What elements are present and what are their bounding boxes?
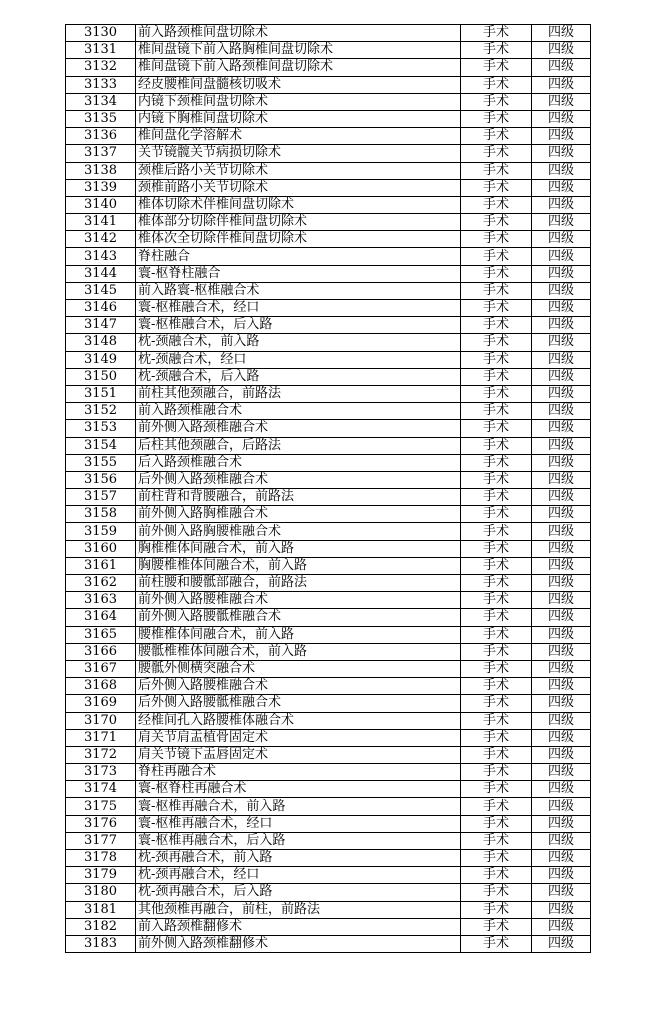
row-number: 3180 xyxy=(66,884,136,901)
table-row xyxy=(66,437,591,454)
table-row xyxy=(66,385,591,402)
procedure-level: 四级 xyxy=(532,626,591,643)
procedure-name: 内镜下颈椎间盘切除术 xyxy=(136,93,461,110)
table-row xyxy=(66,59,591,76)
procedure-level: 四级 xyxy=(532,678,591,695)
row-number: 3171 xyxy=(66,729,136,746)
procedure-level: 四级 xyxy=(532,454,591,471)
table-row xyxy=(66,454,591,471)
table-row xyxy=(66,575,591,592)
table-row xyxy=(66,746,591,763)
procedure-name: 椎间盘镜下前入路胸椎间盘切除术 xyxy=(136,42,461,59)
procedure-name: 椎体部分切除伴椎间盘切除术 xyxy=(136,214,461,231)
table-row xyxy=(66,93,591,110)
procedure-level: 四级 xyxy=(532,162,591,179)
row-number: 3167 xyxy=(66,660,136,677)
table-row xyxy=(66,76,591,93)
row-number: 3169 xyxy=(66,695,136,712)
procedure-type: 手术 xyxy=(461,678,532,695)
table-row xyxy=(66,145,591,162)
table-row xyxy=(66,832,591,849)
table-row xyxy=(66,695,591,712)
procedure-level: 四级 xyxy=(532,420,591,437)
row-number: 3140 xyxy=(66,196,136,213)
table-row xyxy=(66,540,591,557)
procedure-name: 寰-枢椎再融合术，后入路 xyxy=(136,832,461,849)
procedure-level: 四级 xyxy=(532,437,591,454)
procedure-level: 四级 xyxy=(532,523,591,540)
row-number: 3179 xyxy=(66,867,136,884)
row-number: 3151 xyxy=(66,385,136,402)
procedure-name: 椎体次全切除伴椎间盘切除术 xyxy=(136,231,461,248)
procedure-level: 四级 xyxy=(532,884,591,901)
procedure-type: 手术 xyxy=(461,798,532,815)
procedure-level: 四级 xyxy=(532,764,591,781)
procedure-name: 前入路颈椎翻修术 xyxy=(136,918,461,935)
procedure-type: 手术 xyxy=(461,265,532,282)
row-number: 3152 xyxy=(66,403,136,420)
procedure-level: 四级 xyxy=(532,59,591,76)
row-number: 3183 xyxy=(66,935,136,952)
procedure-level: 四级 xyxy=(532,334,591,351)
procedure-level: 四级 xyxy=(532,76,591,93)
procedure-type: 手术 xyxy=(461,729,532,746)
row-number: 3145 xyxy=(66,282,136,299)
procedure-type: 手术 xyxy=(461,214,532,231)
table-row xyxy=(66,128,591,145)
procedure-type: 手术 xyxy=(461,557,532,574)
row-number: 3132 xyxy=(66,59,136,76)
table-row xyxy=(66,420,591,437)
procedure-type: 手术 xyxy=(461,282,532,299)
procedure-type: 手术 xyxy=(461,248,532,265)
procedure-name: 前入路颈椎间盘切除术 xyxy=(136,25,461,42)
procedure-level: 四级 xyxy=(532,231,591,248)
row-number: 3136 xyxy=(66,128,136,145)
procedure-type: 手术 xyxy=(461,575,532,592)
table-row xyxy=(66,248,591,265)
row-number: 3156 xyxy=(66,471,136,488)
procedure-name: 前外侧入路腰骶椎融合术 xyxy=(136,609,461,626)
procedure-type: 手术 xyxy=(461,523,532,540)
procedure-level: 四级 xyxy=(532,128,591,145)
procedure-type: 手术 xyxy=(461,128,532,145)
procedure-name: 脊柱融合 xyxy=(136,248,461,265)
table-row xyxy=(66,609,591,626)
row-number: 3133 xyxy=(66,76,136,93)
row-number: 3166 xyxy=(66,643,136,660)
table-row xyxy=(66,712,591,729)
procedure-name: 枕-颈融合术，后入路 xyxy=(136,368,461,385)
row-number: 3146 xyxy=(66,300,136,317)
procedure-level: 四级 xyxy=(532,935,591,952)
procedure-level: 四级 xyxy=(532,368,591,385)
procedure-name: 脊柱再融合术 xyxy=(136,764,461,781)
table-row xyxy=(66,214,591,231)
procedure-type: 手术 xyxy=(461,712,532,729)
table-row xyxy=(66,850,591,867)
procedure-level: 四级 xyxy=(532,729,591,746)
procedure-level: 四级 xyxy=(532,746,591,763)
row-number: 3155 xyxy=(66,454,136,471)
procedure-name: 寰-枢脊柱再融合术 xyxy=(136,781,461,798)
procedure-level: 四级 xyxy=(532,901,591,918)
procedure-level: 四级 xyxy=(532,265,591,282)
procedure-type: 手术 xyxy=(461,884,532,901)
procedure-type: 手术 xyxy=(461,626,532,643)
procedure-level: 四级 xyxy=(532,196,591,213)
procedure-type: 手术 xyxy=(461,643,532,660)
procedure-type: 手术 xyxy=(461,420,532,437)
table-row xyxy=(66,300,591,317)
procedure-level: 四级 xyxy=(532,695,591,712)
row-number: 3134 xyxy=(66,93,136,110)
procedure-name: 寰-枢椎再融合术，经口 xyxy=(136,815,461,832)
procedure-name: 枕-颈再融合术，前入路 xyxy=(136,850,461,867)
procedure-name: 关节镜髋关节病损切除术 xyxy=(136,145,461,162)
procedure-name: 前柱其他颈融合，前路法 xyxy=(136,385,461,402)
row-number: 3160 xyxy=(66,540,136,557)
table-row xyxy=(66,523,591,540)
row-number: 3165 xyxy=(66,626,136,643)
procedure-type: 手术 xyxy=(461,351,532,368)
row-number: 3143 xyxy=(66,248,136,265)
procedure-type: 手术 xyxy=(461,59,532,76)
table-row xyxy=(66,317,591,334)
row-number: 3162 xyxy=(66,575,136,592)
procedure-name: 经皮腰椎间盘髓核切吸术 xyxy=(136,76,461,93)
procedure-type: 手术 xyxy=(461,850,532,867)
procedure-type: 手术 xyxy=(461,935,532,952)
row-number: 3142 xyxy=(66,231,136,248)
procedure-type: 手术 xyxy=(461,162,532,179)
table-row xyxy=(66,506,591,523)
table-row xyxy=(66,231,591,248)
procedure-name: 后外侧入路腰骶椎融合术 xyxy=(136,695,461,712)
row-number: 3149 xyxy=(66,351,136,368)
row-number: 3139 xyxy=(66,179,136,196)
procedure-type: 手术 xyxy=(461,385,532,402)
table-row xyxy=(66,162,591,179)
table-row xyxy=(66,368,591,385)
row-number: 3157 xyxy=(66,489,136,506)
procedure-type: 手术 xyxy=(461,317,532,334)
procedure-type: 手术 xyxy=(461,764,532,781)
procedure-type: 手术 xyxy=(461,110,532,127)
procedure-type: 手术 xyxy=(461,454,532,471)
procedure-name: 肩关节肩盂植骨固定术 xyxy=(136,729,461,746)
procedure-type: 手术 xyxy=(461,506,532,523)
procedure-type: 手术 xyxy=(461,592,532,609)
table-row xyxy=(66,196,591,213)
row-number: 3131 xyxy=(66,42,136,59)
row-number: 3181 xyxy=(66,901,136,918)
procedure-name: 前外侧入路腰椎融合术 xyxy=(136,592,461,609)
procedure-name: 腰骶椎椎体间融合术，前入路 xyxy=(136,643,461,660)
row-number: 3175 xyxy=(66,798,136,815)
row-number: 3182 xyxy=(66,918,136,935)
procedure-level: 四级 xyxy=(532,850,591,867)
procedure-name: 椎间盘化学溶解术 xyxy=(136,128,461,145)
table-row xyxy=(66,798,591,815)
procedure-level: 四级 xyxy=(532,317,591,334)
table-row xyxy=(66,867,591,884)
procedure-name: 椎体切除术伴椎间盘切除术 xyxy=(136,196,461,213)
table-row xyxy=(66,626,591,643)
procedure-level: 四级 xyxy=(532,42,591,59)
row-number: 3176 xyxy=(66,815,136,832)
procedure-level: 四级 xyxy=(532,832,591,849)
table-row xyxy=(66,557,591,574)
table-row xyxy=(66,42,591,59)
row-number: 3150 xyxy=(66,368,136,385)
procedure-name: 腰骶外侧横突融合术 xyxy=(136,660,461,677)
table-row xyxy=(66,403,591,420)
procedure-level: 四级 xyxy=(532,867,591,884)
procedure-name: 前外侧入路颈椎融合术 xyxy=(136,420,461,437)
procedure-level: 四级 xyxy=(532,643,591,660)
procedure-level: 四级 xyxy=(532,248,591,265)
procedure-level: 四级 xyxy=(532,506,591,523)
procedure-level: 四级 xyxy=(532,145,591,162)
procedure-type: 手术 xyxy=(461,25,532,42)
procedure-type: 手术 xyxy=(461,781,532,798)
row-number: 3138 xyxy=(66,162,136,179)
table-row xyxy=(66,815,591,832)
table-row xyxy=(66,781,591,798)
procedure-level: 四级 xyxy=(532,300,591,317)
procedure-name: 内镜下胸椎间盘切除术 xyxy=(136,110,461,127)
procedure-level: 四级 xyxy=(532,179,591,196)
procedure-name: 寰-枢椎融合术，后入路 xyxy=(136,317,461,334)
procedure-name: 胸椎椎体间融合术，前入路 xyxy=(136,540,461,557)
procedure-type: 手术 xyxy=(461,300,532,317)
procedure-type: 手术 xyxy=(461,76,532,93)
procedure-level: 四级 xyxy=(532,575,591,592)
procedure-name: 枕-颈再融合术，经口 xyxy=(136,867,461,884)
procedure-type: 手术 xyxy=(461,145,532,162)
table-row xyxy=(66,179,591,196)
procedure-type: 手术 xyxy=(461,815,532,832)
table-row xyxy=(66,351,591,368)
table-row xyxy=(66,592,591,609)
table-row xyxy=(66,764,591,781)
procedure-level: 四级 xyxy=(532,918,591,935)
table-row xyxy=(66,110,591,127)
procedure-name: 枕-颈再融合术，后入路 xyxy=(136,884,461,901)
row-number: 3158 xyxy=(66,506,136,523)
procedure-level: 四级 xyxy=(532,93,591,110)
procedure-level: 四级 xyxy=(532,798,591,815)
row-number: 3163 xyxy=(66,592,136,609)
row-number: 3170 xyxy=(66,712,136,729)
procedure-level: 四级 xyxy=(532,609,591,626)
procedure-type: 手术 xyxy=(461,489,532,506)
row-number: 3148 xyxy=(66,334,136,351)
row-number: 3153 xyxy=(66,420,136,437)
procedure-name: 前外侧入路胸腰椎融合术 xyxy=(136,523,461,540)
row-number: 3174 xyxy=(66,781,136,798)
row-number: 3177 xyxy=(66,832,136,849)
procedure-level: 四级 xyxy=(532,282,591,299)
row-number: 3178 xyxy=(66,850,136,867)
procedure-type: 手术 xyxy=(461,403,532,420)
row-number: 3159 xyxy=(66,523,136,540)
table-row xyxy=(66,935,591,952)
table-row xyxy=(66,729,591,746)
table-row xyxy=(66,489,591,506)
procedure-type: 手术 xyxy=(461,368,532,385)
row-number: 3135 xyxy=(66,110,136,127)
table-row xyxy=(66,25,591,42)
procedure-name: 后外侧入路颈椎融合术 xyxy=(136,471,461,488)
procedure-level: 四级 xyxy=(532,351,591,368)
procedure-type: 手术 xyxy=(461,334,532,351)
row-number: 3141 xyxy=(66,214,136,231)
row-number: 3161 xyxy=(66,557,136,574)
procedure-type: 手术 xyxy=(461,746,532,763)
procedure-name: 前柱背和背腰融合，前路法 xyxy=(136,489,461,506)
procedure-type: 手术 xyxy=(461,918,532,935)
row-number: 3130 xyxy=(66,25,136,42)
procedure-table xyxy=(65,24,591,953)
row-number: 3168 xyxy=(66,678,136,695)
procedure-level: 四级 xyxy=(532,557,591,574)
procedure-type: 手术 xyxy=(461,179,532,196)
procedure-level: 四级 xyxy=(532,781,591,798)
procedure-type: 手术 xyxy=(461,695,532,712)
procedure-type: 手术 xyxy=(461,196,532,213)
table-row xyxy=(66,643,591,660)
procedure-name: 腰椎椎体间融合术，前入路 xyxy=(136,626,461,643)
procedure-level: 四级 xyxy=(532,403,591,420)
procedure-name: 其他颈椎再融合，前柱，前路法 xyxy=(136,901,461,918)
procedure-type: 手术 xyxy=(461,832,532,849)
procedure-type: 手术 xyxy=(461,540,532,557)
row-number: 3172 xyxy=(66,746,136,763)
procedure-type: 手术 xyxy=(461,471,532,488)
procedure-level: 四级 xyxy=(532,214,591,231)
procedure-name: 经椎间孔入路腰椎体融合术 xyxy=(136,712,461,729)
procedure-name: 颈椎前路小关节切除术 xyxy=(136,179,461,196)
procedure-level: 四级 xyxy=(532,25,591,42)
procedure-name: 肩关节镜下盂唇固定术 xyxy=(136,746,461,763)
row-number: 3164 xyxy=(66,609,136,626)
table-row xyxy=(66,471,591,488)
procedure-type: 手术 xyxy=(461,42,532,59)
procedure-name: 颈椎后路小关节切除术 xyxy=(136,162,461,179)
table-row xyxy=(66,678,591,695)
procedure-level: 四级 xyxy=(532,110,591,127)
procedure-type: 手术 xyxy=(461,93,532,110)
row-number: 3144 xyxy=(66,265,136,282)
procedure-type: 手术 xyxy=(461,437,532,454)
row-number: 3147 xyxy=(66,317,136,334)
table-row xyxy=(66,884,591,901)
procedure-type: 手术 xyxy=(461,609,532,626)
procedure-level: 四级 xyxy=(532,712,591,729)
procedure-name: 后外侧入路腰椎融合术 xyxy=(136,678,461,695)
procedure-level: 四级 xyxy=(532,592,591,609)
procedure-name: 后柱其他颈融合，后路法 xyxy=(136,437,461,454)
procedure-level: 四级 xyxy=(532,815,591,832)
procedure-name: 胸腰椎椎体间融合术，前入路 xyxy=(136,557,461,574)
procedure-level: 四级 xyxy=(532,471,591,488)
table-row xyxy=(66,282,591,299)
table-row xyxy=(66,660,591,677)
procedure-name: 寰-枢椎融合术，经口 xyxy=(136,300,461,317)
table-row xyxy=(66,918,591,935)
procedure-name: 寰-枢椎再融合术，前入路 xyxy=(136,798,461,815)
table-row xyxy=(66,334,591,351)
procedure-name: 枕-颈融合术，前入路 xyxy=(136,334,461,351)
procedure-level: 四级 xyxy=(532,385,591,402)
row-number: 3173 xyxy=(66,764,136,781)
procedure-name: 寰-枢脊柱融合 xyxy=(136,265,461,282)
row-number: 3137 xyxy=(66,145,136,162)
procedure-name: 前入路寰-枢椎融合术 xyxy=(136,282,461,299)
procedure-level: 四级 xyxy=(532,489,591,506)
procedure-name: 前外侧入路胸椎融合术 xyxy=(136,506,461,523)
procedure-type: 手术 xyxy=(461,867,532,884)
table-row xyxy=(66,265,591,282)
procedure-name: 枕-颈融合术，经口 xyxy=(136,351,461,368)
procedure-name: 前外侧入路颈椎翻修术 xyxy=(136,935,461,952)
procedure-name: 前入路颈椎融合术 xyxy=(136,403,461,420)
procedure-level: 四级 xyxy=(532,540,591,557)
procedure-type: 手术 xyxy=(461,231,532,248)
procedure-name: 椎间盘镜下前入路颈椎间盘切除术 xyxy=(136,59,461,76)
procedure-type: 手术 xyxy=(461,901,532,918)
procedure-name: 后入路颈椎融合术 xyxy=(136,454,461,471)
procedure-type: 手术 xyxy=(461,660,532,677)
procedure-table-body xyxy=(66,25,591,953)
row-number: 3154 xyxy=(66,437,136,454)
procedure-name: 前柱腰和腰骶部融合，前路法 xyxy=(136,575,461,592)
table-row xyxy=(66,901,591,918)
procedure-level: 四级 xyxy=(532,660,591,677)
